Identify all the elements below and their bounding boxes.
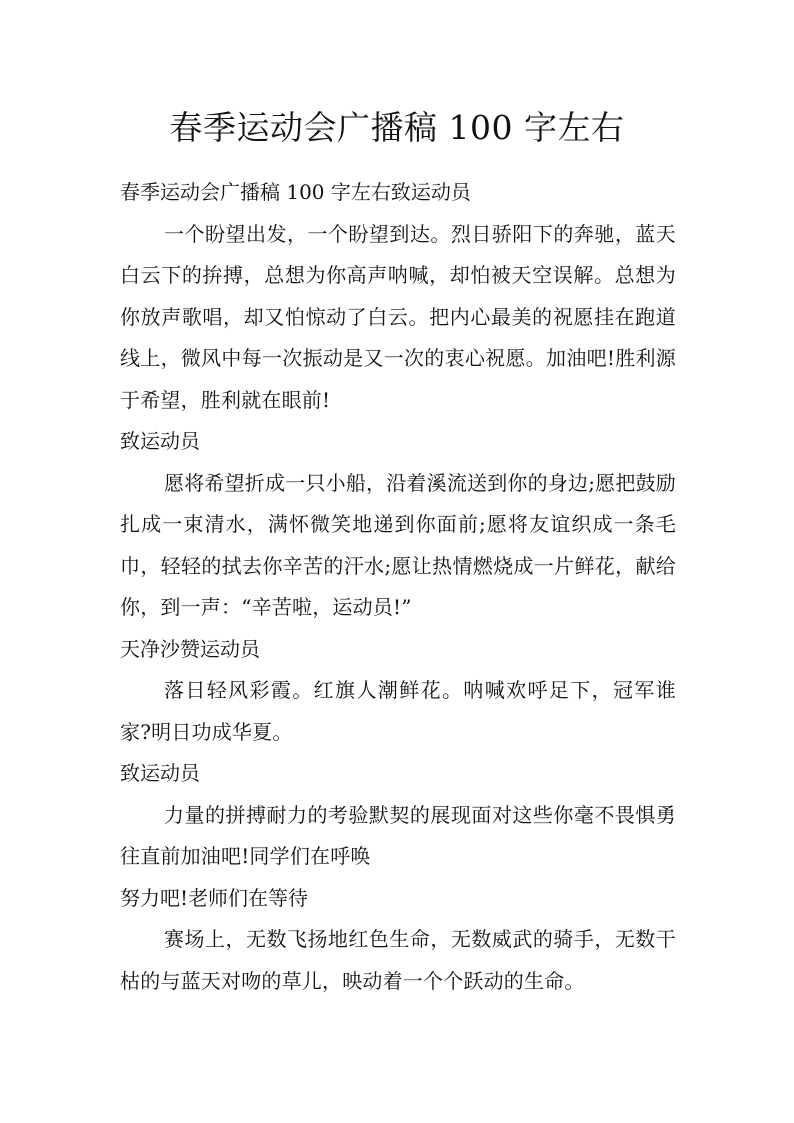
section-heading: 努力吧!老师们在等待 — [120, 885, 309, 910]
section-heading: 天净沙赞运动员 — [120, 636, 260, 661]
section-paragraph: 力量的拼搏耐力的考验默契的展现面对这些你毫不畏惧勇往直前加油吧!同学们在呼唤 — [120, 802, 676, 868]
section-paragraph: 赛场上，无数飞扬地红色生命，无数威武的骑手，无数干枯的与蓝天对吻的草儿，映动着一个个跃动的生命。 — [120, 927, 676, 993]
section-paragraph: 愿将希望折成一只小船，沿着溪流送到你的身边;愿把鼓励扎成一束清水，满怀微笑地递到你面前;愿将友谊织成一条毛巾，轻轻的拭去你辛苦的汗水;愿让热情燃烧成一片鲜花，献给你，到一声：“辛苦啦，运动员!” — [120, 470, 676, 619]
section-paragraph: 一个盼望出发，一个盼望到达。烈日骄阳下的奔驰，蓝天白云下的拚搏，总想为你高声呐喊，却怕被天空误解。总想为你放声歌唱，却又怕惊动了白云。把内心最美的祝愿挂在跑道线上，微风中每一次振动是又一次的衷心祝愿。加油吧!胜利源于希望，胜利就在眼前! — [120, 221, 676, 412]
section-heading: 致运动员 — [120, 429, 200, 453]
document-title: 春季运动会广播稿 100 字左右 — [169, 108, 625, 147]
section-heading: 春季运动会广播稿 100 字左右致运动员 — [120, 180, 471, 204]
document-body — [120, 172, 676, 1002]
section-heading: 致运动员 — [120, 761, 200, 785]
section-paragraph: 落日轻风彩霞。红旗人潮鲜花。呐喊欢呼足下，冠军谁家?明日功成华夏。 — [120, 678, 676, 744]
